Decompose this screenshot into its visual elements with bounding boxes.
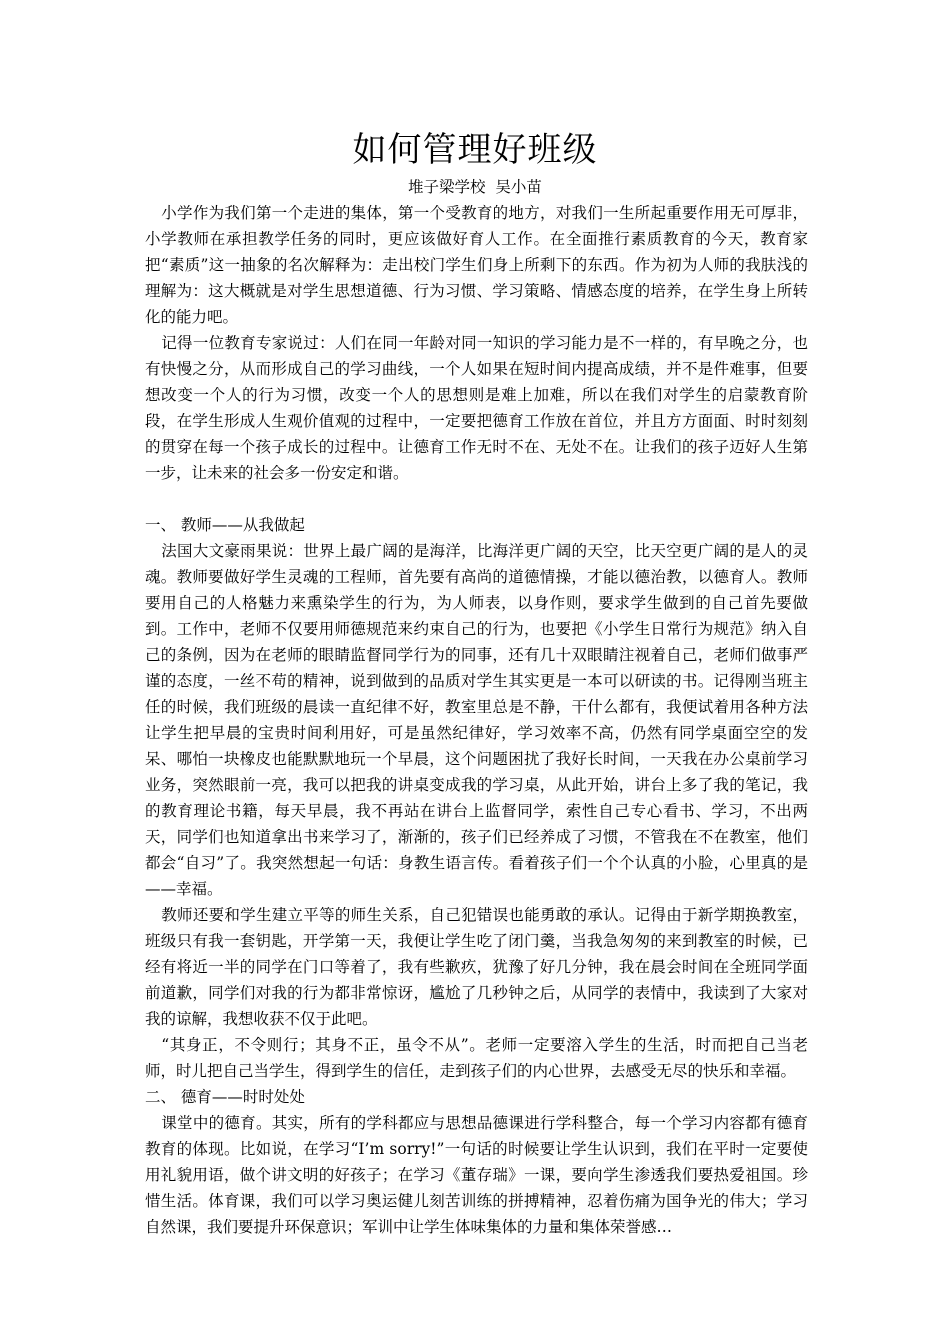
intro-paragraph-1: 小学作为我们第一个走进的集体，第一个受教育的地方，对我们一生所起重要作用无可厚非，小学教师在承担教学任务的同时，更应该做好育人工作。在全面推行素质教育的今天，教育家把“素质”这一抽象的名次解释为：走出校门学生们身上所剩下的东西。作为初为人师的我肤浅的理解为：这大概就是对学生思想道德、行为习惯、学习策略、情感态度的培养，在学生身上所转化的能力吧。 — [145, 204, 808, 326]
section-1-paragraph-1: 法国大文豪雨果说：世界上最广阔的是海洋，比海洋更广阔的天空，比天空更广阔的是人的灵魂。教师要做好学生灵魂的工程师，首先要有高尚的道德情操，才能以德治教，以德育人。教师要用自己的人格魅力来熏染学生的行为，为人师表，以身作则，要求学生做到的自己首先要做到。工作中，老师不仅要用师德规范来约束自己的行为，也要把《小学生日常行为规范》纳入自己的条例，因为在老师的眼睛监督同学行为的同事，还有几十双眼睛注视着自己，老师们做事严谨的态度，一丝不苟的精神，说到做到的品质对学生其实更是一本可以研读的书。记得刚当班主任的时候，我们班级的晨读一直纪律不好，教室里总是不静，干什么都有，我便试着用各种方法让学生把早晨的宝贵时间利用好，可是虽然纪律好，学习效率不高，仍然有同学桌面空空的发呆、哪怕一块橡皮也能默默地玩一个早晨，这个问题困扰了我好长时间，一天我在办公桌前学习业务，突然眼前一亮，我可以把我的讲桌变成我的学习桌，从此开始，讲台上多了我的笔记，我的教育理论书籍，每天早晨，我不再站在讲台上监督同学，索性自己专心看书、学习，不出两天，同学们也知道拿出书来学习了，渐渐的，孩子们已经养成了习惯，不管我在不在教室，他们都会“自习”了。我突然想起一句话：身教生语言传。看着孩子们一个个认真的小脸，心里真的是——幸福。 — [145, 542, 808, 898]
author-line — [0, 176, 950, 198]
intro-paragraph-2: 记得一位教育专家说过：人们在同一年龄对同一知识的学习能力是不一样的，有早晚之分，也有快慢之分，从而形成自己的学习曲线，一个人如果在短时间内提高成绩，并不是件难事，但要想改变一个人的行为习惯，改变一个人的思想则是难上加难，所以在我们对学生的启蒙教育阶段，在学生形成人生观价值观的过程中，一定要把德育工作放在首位，并且方方面面、时时刻刻的贯穿在每一个孩子成长的过程中。让德育工作无时不在、无处不在。让我们的孩子迈好人生第一步，让未来的社会多一份安定和谐。 — [145, 334, 808, 482]
author-name: 吴小苗 — [495, 178, 542, 196]
paragraph-gap — [145, 486, 808, 512]
document-title: 如何管理好班级 — [352, 130, 598, 170]
section-1-paragraph-3: “其身正，不令则行；其身不正，虽令不从”。老师一定要溶入学生的生活，时而把自己当老师，时儿把自己当学生，得到学生的信任，走到孩子们的内心世界，去感受无尽的快乐和幸福。 — [145, 1036, 808, 1080]
section-1-heading: 一、 教师——从我做起 — [145, 516, 305, 534]
section-1-paragraph-2: 教师还要和学生建立平等的师生关系，自己犯错误也能勇敢的承认。记得由于新学期换教室，班级只有我一套钥匙，开学第一天，我便让学生吃了闭门羹，当我急匆匆的来到教室的时候，已经有将近一半的同学在门口等着了，我有些歉疚，犹豫了好几分钟，我在晨会时间在全班同学面前道歉，同学们对我的行为都非常惊讶，尴尬了几秒钟之后，从同学的表情中，我读到了大家对我的谅解，我想收获不仅于此吧。 — [145, 906, 808, 1028]
section-2-paragraph-1: 课堂中的德育。其实，所有的学科都应与思想品德课进行学科整合，每一个学习内容都有德育教育的体现。比如说，在学习“I’m sorry!”一句话的时候要让学生认识到，我们在平时一定要使用礼貌用语，做个讲文明的好孩子；在学习《董存瑞》一课，要向学生渗透我们要热爱祖国。珍惜生活。体育课，我们可以学习奥运健儿刻苦训练的拼搏精神，忍着伤痛为国争光的伟大；学习自然课，我们要提升环保意识；军训中让学生体味集体的力量和集体荣誉感… — [145, 1114, 808, 1236]
school-name: 堆子梁学校 — [408, 178, 486, 196]
document-body — [145, 200, 808, 1240]
section-2-heading: 二、 德育——时时处处 — [145, 1088, 305, 1106]
